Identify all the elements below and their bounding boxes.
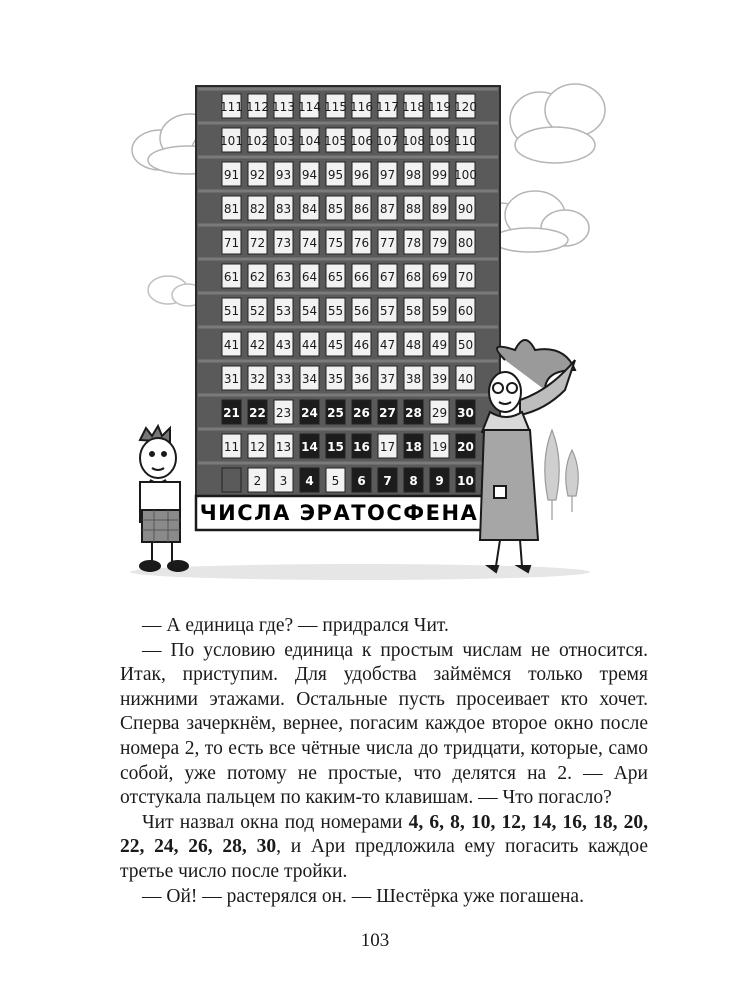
building-window xyxy=(376,128,399,152)
window-number: 28 xyxy=(405,406,422,420)
window-number: 92 xyxy=(249,168,266,182)
window-number: 110 xyxy=(454,134,477,148)
window-number: 106 xyxy=(350,134,373,148)
window-number: 120 xyxy=(454,100,477,114)
window-number: 88 xyxy=(405,202,422,216)
window-number: 59 xyxy=(431,304,448,318)
building-window xyxy=(352,162,371,186)
building-window xyxy=(326,366,345,390)
paragraph-1: — А единица где? — придрался Чит. xyxy=(142,615,449,636)
window-number: 114 xyxy=(298,100,321,114)
building-window xyxy=(402,128,425,152)
window-number: 15 xyxy=(327,440,344,454)
window-number: 14 xyxy=(301,440,318,454)
building-window xyxy=(456,400,475,424)
window-number: 108 xyxy=(402,134,425,148)
building-window xyxy=(248,264,267,288)
window-number: 82 xyxy=(249,202,266,216)
window-number: 29 xyxy=(431,406,448,420)
window-number: 77 xyxy=(379,236,396,250)
building-window xyxy=(454,162,477,186)
window-number: 27 xyxy=(379,406,396,420)
building-window xyxy=(378,230,397,254)
window-number: 42 xyxy=(249,338,266,352)
window-number: 70 xyxy=(457,270,474,284)
building-window xyxy=(352,468,371,492)
building-window xyxy=(300,162,319,186)
window-number: 109 xyxy=(428,134,451,148)
window-number: 48 xyxy=(405,338,422,352)
window-number: 50 xyxy=(457,338,474,352)
window-number: 78 xyxy=(405,236,422,250)
building-window xyxy=(248,230,267,254)
window-number: 94 xyxy=(301,168,318,182)
building-window xyxy=(430,468,449,492)
building-window xyxy=(378,332,397,356)
building-window xyxy=(456,332,475,356)
window-number: 2 xyxy=(253,474,262,488)
building-window xyxy=(456,366,475,390)
building-window xyxy=(274,230,293,254)
building-window xyxy=(404,332,423,356)
building-window xyxy=(300,434,319,458)
window-number: 6 xyxy=(357,474,366,488)
window-number: 13 xyxy=(275,440,292,454)
window-number: 99 xyxy=(431,168,448,182)
window-number: 45 xyxy=(327,338,344,352)
building-window xyxy=(352,400,371,424)
window-number: 30 xyxy=(457,406,474,420)
building-window xyxy=(378,468,397,492)
window-number: 56 xyxy=(353,304,370,318)
building-window xyxy=(428,128,451,152)
building-window xyxy=(274,434,293,458)
window-number: 95 xyxy=(327,168,344,182)
building-window xyxy=(300,230,319,254)
window-number: 61 xyxy=(223,270,240,284)
building-window xyxy=(326,400,345,424)
building-window xyxy=(326,298,345,322)
building-window xyxy=(402,94,425,118)
window-number: 46 xyxy=(353,338,370,352)
window-number: 76 xyxy=(353,236,370,250)
window-number: 32 xyxy=(249,372,266,386)
building-window xyxy=(248,298,267,322)
building-window xyxy=(326,434,345,458)
building-window xyxy=(274,162,293,186)
window-number: 93 xyxy=(275,168,292,182)
building-window xyxy=(430,162,449,186)
window-number: 113 xyxy=(272,100,295,114)
building-window xyxy=(222,434,241,458)
window-number: 16 xyxy=(353,440,370,454)
window-number: 17 xyxy=(379,440,396,454)
building-window xyxy=(222,264,241,288)
window-number: 73 xyxy=(275,236,292,250)
window-number: 20 xyxy=(457,440,474,454)
window-number: 39 xyxy=(431,372,448,386)
building-window xyxy=(404,196,423,220)
window-number: 90 xyxy=(457,202,474,216)
window-number: 89 xyxy=(431,202,448,216)
building-window xyxy=(430,264,449,288)
paragraph-3-numbers: 4, 6, 8, 10, 12, 14, 16, 18, 20, 22, 24, 26, 28, 30 xyxy=(120,811,649,858)
building-window xyxy=(404,468,423,492)
building-window xyxy=(430,332,449,356)
window-number: 9 xyxy=(435,474,444,488)
building-window xyxy=(272,94,295,118)
window-number: 58 xyxy=(405,304,422,318)
building-window xyxy=(274,468,293,492)
window-number: 112 xyxy=(246,100,269,114)
building-window xyxy=(222,366,241,390)
building-window xyxy=(404,264,423,288)
window-number: 12 xyxy=(249,440,266,454)
window-number: 5 xyxy=(331,474,340,488)
building-window xyxy=(378,298,397,322)
window-number: 96 xyxy=(353,168,370,182)
window-number: 79 xyxy=(431,236,448,250)
building-window xyxy=(350,94,373,118)
building-window xyxy=(352,230,371,254)
window-number: 43 xyxy=(275,338,292,352)
window-number: 40 xyxy=(457,372,474,386)
window-number: 62 xyxy=(249,270,266,284)
building-window xyxy=(300,264,319,288)
paragraph-3-start: Чит назвал окна под номерами xyxy=(142,811,409,833)
building-window xyxy=(274,366,293,390)
window-number: 22 xyxy=(249,406,266,420)
building-window xyxy=(248,162,267,186)
building-window xyxy=(324,94,347,118)
building-window xyxy=(326,264,345,288)
building-window xyxy=(222,298,241,322)
building-window xyxy=(300,400,319,424)
window-number: 7 xyxy=(383,474,392,488)
building-window xyxy=(454,94,477,118)
building-window xyxy=(430,230,449,254)
window-number: 19 xyxy=(431,440,448,454)
building-window xyxy=(324,128,347,152)
window-number: 87 xyxy=(379,202,396,216)
building-window xyxy=(352,332,371,356)
window-number: 97 xyxy=(379,168,396,182)
window-number: 24 xyxy=(301,406,318,420)
building-window xyxy=(352,298,371,322)
building-window xyxy=(274,196,293,220)
building-window xyxy=(378,434,397,458)
building-window xyxy=(222,230,241,254)
page-number: 103 xyxy=(360,930,390,951)
building-window xyxy=(350,128,373,152)
window-number: 47 xyxy=(379,338,396,352)
window-number: 57 xyxy=(379,304,396,318)
window-number: 35 xyxy=(327,372,344,386)
window-number: 91 xyxy=(223,168,240,182)
window-number: 18 xyxy=(405,440,422,454)
window-number: 53 xyxy=(275,304,292,318)
building-window xyxy=(274,332,293,356)
window-number: 25 xyxy=(327,406,344,420)
building-window xyxy=(456,196,475,220)
building-window xyxy=(248,400,267,424)
window-number: 31 xyxy=(223,372,240,386)
building-window xyxy=(404,230,423,254)
window-number: 23 xyxy=(275,406,292,420)
building-window xyxy=(456,264,475,288)
window-number: 63 xyxy=(275,270,292,284)
building-window xyxy=(222,400,241,424)
building-window xyxy=(352,366,371,390)
building-window xyxy=(272,128,295,152)
building-window xyxy=(300,196,319,220)
building-window xyxy=(326,332,345,356)
building-window xyxy=(378,400,397,424)
building-window xyxy=(430,196,449,220)
window-number: 86 xyxy=(353,202,370,216)
window-number: 75 xyxy=(327,236,344,250)
window-number: 52 xyxy=(249,304,266,318)
window-pane xyxy=(222,468,241,492)
building-window xyxy=(430,366,449,390)
building-window xyxy=(430,400,449,424)
building-window xyxy=(456,468,475,492)
building-window xyxy=(352,264,371,288)
window-number: 3 xyxy=(279,474,288,488)
window-number: 55 xyxy=(327,304,344,318)
building-window xyxy=(300,298,319,322)
building-window xyxy=(326,468,345,492)
building-window xyxy=(300,468,319,492)
building-window xyxy=(428,94,451,118)
building-window xyxy=(456,298,475,322)
boy-character-icon xyxy=(140,426,188,571)
paragraph-2: — По условию единица к простым числам не относится. Итак, приступим. Для удобства займёмся только тремя нижними этажами. Остальные пусть просеивает кто хочет. Сперва зачеркнём, вернее, погасим каждое второе окно после номера 2, то есть все чётные числа до тридцати, которые, само собой, уже потому не простые, что делятся на 2. — Ари отстукала пальцем по каким-то клавишам. — Что погасло? xyxy=(120,639,648,809)
window-number: 111 xyxy=(220,100,243,114)
building-sign xyxy=(196,496,482,530)
building-window xyxy=(326,162,345,186)
window-number: 36 xyxy=(353,372,370,386)
building-window xyxy=(248,332,267,356)
window-number: 51 xyxy=(223,304,240,318)
building-window xyxy=(220,94,243,118)
window-number: 74 xyxy=(301,236,318,250)
building-window xyxy=(248,468,267,492)
window-number: 26 xyxy=(353,406,370,420)
building-window xyxy=(456,434,475,458)
building-window xyxy=(298,128,321,152)
building-window xyxy=(222,468,241,492)
window-number: 11 xyxy=(223,440,240,454)
building-window xyxy=(274,264,293,288)
window-number: 118 xyxy=(402,100,425,114)
cloud-top-right-icon xyxy=(510,84,605,163)
window-number: 21 xyxy=(223,406,240,420)
building-window xyxy=(222,162,241,186)
window-number: 102 xyxy=(246,134,269,148)
window-number: 4 xyxy=(305,474,314,488)
building-window xyxy=(246,94,269,118)
window-number: 60 xyxy=(457,304,474,318)
window-number: 103 xyxy=(272,134,295,148)
building-window xyxy=(274,400,293,424)
window-number: 100 xyxy=(454,168,477,182)
building-window xyxy=(430,434,449,458)
paragraph-3 xyxy=(120,811,648,885)
building-window xyxy=(430,298,449,322)
window-number: 104 xyxy=(298,134,321,148)
window-number: 34 xyxy=(301,372,318,386)
window-number: 68 xyxy=(405,270,422,284)
window-number: 54 xyxy=(301,304,318,318)
window-number: 83 xyxy=(275,202,292,216)
sign-text: ЧИСЛА ЭРАТОСФЕНА xyxy=(199,501,479,525)
building-window xyxy=(378,264,397,288)
building-window xyxy=(300,366,319,390)
window-number: 37 xyxy=(379,372,396,386)
window-number: 64 xyxy=(301,270,318,284)
window-number: 44 xyxy=(301,338,318,352)
window-number: 105 xyxy=(324,134,347,148)
window-number: 66 xyxy=(353,270,370,284)
window-number: 98 xyxy=(405,168,422,182)
window-number: 72 xyxy=(249,236,266,250)
building-window xyxy=(248,196,267,220)
building-window xyxy=(404,298,423,322)
building-window xyxy=(352,196,371,220)
window-number: 8 xyxy=(409,474,418,488)
building-window xyxy=(456,230,475,254)
building-window xyxy=(404,400,423,424)
building-window xyxy=(404,162,423,186)
building-window xyxy=(300,332,319,356)
trees-icon xyxy=(545,430,578,520)
window-number: 84 xyxy=(301,202,318,216)
building-window xyxy=(248,366,267,390)
building-window xyxy=(326,196,345,220)
building-window xyxy=(378,162,397,186)
building-window xyxy=(220,128,243,152)
building-window xyxy=(222,196,241,220)
building-window xyxy=(274,298,293,322)
paragraph-3-end: , и Ари предложила ему погасить каждое третье число после тройки. xyxy=(120,836,648,882)
building-window xyxy=(246,128,269,152)
window-number: 119 xyxy=(428,100,451,114)
building-window xyxy=(248,434,267,458)
building-window xyxy=(454,128,477,152)
window-number: 117 xyxy=(376,100,399,114)
building-window xyxy=(326,230,345,254)
window-number: 71 xyxy=(223,236,240,250)
paragraph-4: — Ой! — растерялся он. — Шестёрка уже погашена. xyxy=(142,885,584,907)
building-window xyxy=(222,332,241,356)
window-number: 81 xyxy=(223,202,240,216)
window-number: 49 xyxy=(431,338,448,352)
window-number: 65 xyxy=(327,270,344,284)
window-number: 67 xyxy=(379,270,396,284)
window-number: 69 xyxy=(431,270,448,284)
building-window xyxy=(376,94,399,118)
window-number: 101 xyxy=(220,134,243,148)
window-number: 80 xyxy=(457,236,474,250)
building-window xyxy=(378,366,397,390)
window-number: 116 xyxy=(350,100,373,114)
window-number: 38 xyxy=(405,372,422,386)
building-window xyxy=(404,434,423,458)
building-window xyxy=(378,196,397,220)
window-number: 115 xyxy=(324,100,347,114)
building-window xyxy=(404,366,423,390)
window-number: 107 xyxy=(376,134,399,148)
window-number: 33 xyxy=(275,372,292,386)
building-window xyxy=(352,434,371,458)
window-number: 85 xyxy=(327,202,344,216)
page-text xyxy=(120,614,648,909)
window-number: 10 xyxy=(457,474,474,488)
building-window xyxy=(298,94,321,118)
window-number: 41 xyxy=(223,338,240,352)
